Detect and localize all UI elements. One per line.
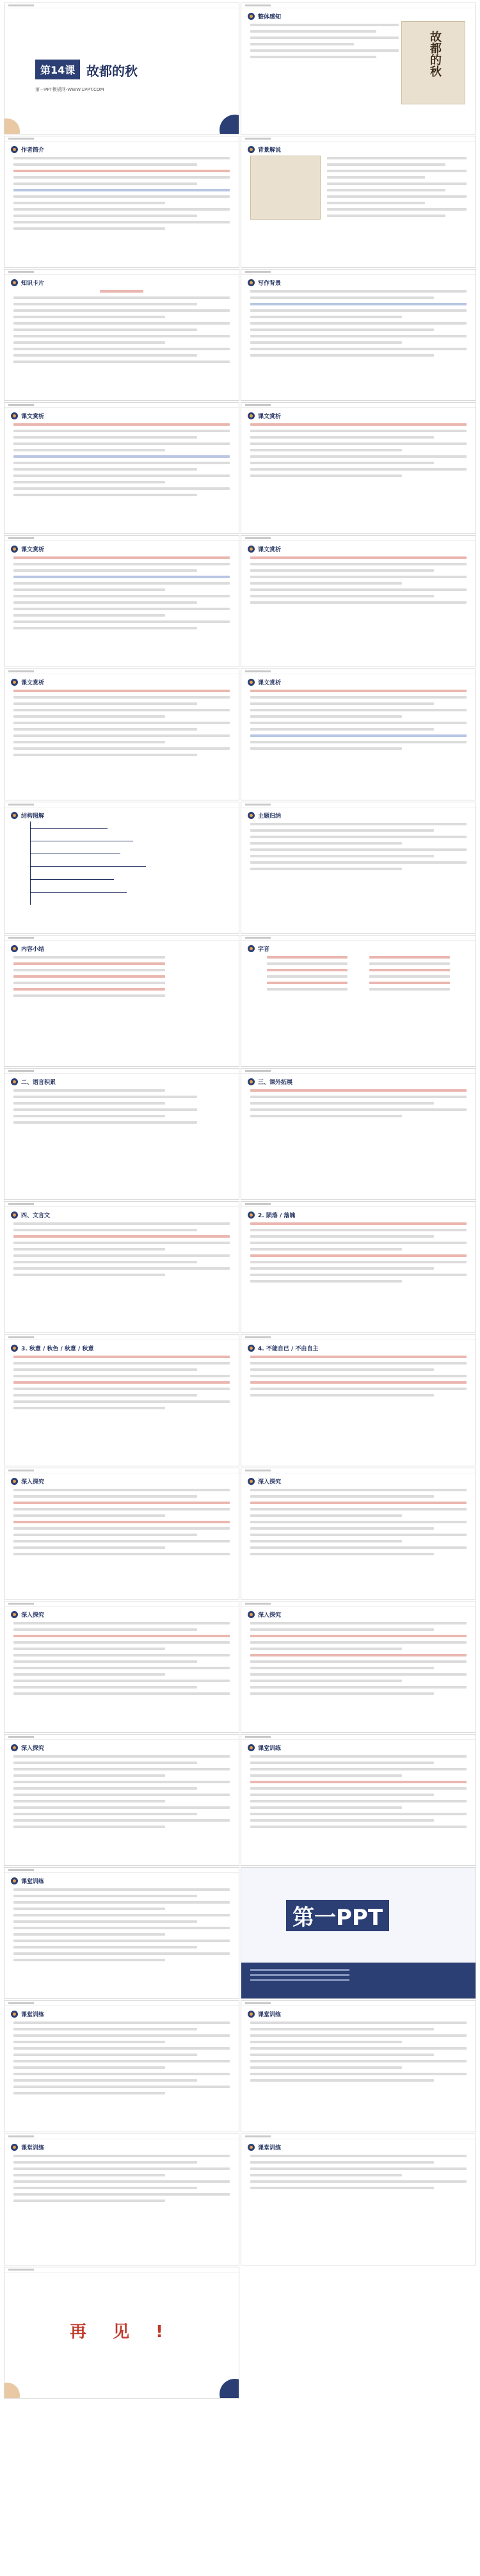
section-title: 整体感知 — [258, 14, 282, 20]
slide-32[interactable] — [241, 2000, 476, 2132]
section-dot-icon — [11, 1611, 18, 1618]
section-title: 作者简介 — [21, 147, 45, 154]
section-dot-icon — [11, 146, 18, 153]
section-dot-icon — [11, 2144, 18, 2151]
section-dot-icon — [11, 812, 18, 819]
section-dot-icon — [248, 1345, 255, 1352]
slide-31[interactable] — [4, 2000, 239, 2132]
corner-circle-icon — [220, 2379, 239, 2399]
section-title: 课堂训练 — [258, 1746, 282, 1752]
section-dot-icon — [11, 1211, 18, 1219]
slide-14[interactable] — [241, 802, 476, 934]
slide-27[interactable] — [4, 1734, 239, 1866]
ppt-logo — [286, 1900, 433, 1938]
section-title: 课文赏析 — [21, 680, 45, 686]
calligraphy-image — [401, 21, 465, 104]
section-dot-icon — [248, 679, 255, 686]
section-title: 课堂训练 — [21, 1879, 45, 1885]
section-dot-icon — [11, 1744, 18, 1751]
slide-3[interactable] — [4, 136, 239, 268]
section-title: 四、文言文 — [21, 1213, 51, 1219]
slide-7[interactable] — [4, 402, 239, 534]
section-dot-icon — [248, 1078, 255, 1085]
section-dot-icon — [248, 412, 255, 419]
section-title: 2. 陨落 / 落魄 — [258, 1213, 296, 1219]
section-title: 课文赏析 — [21, 547, 45, 553]
calligraphy-text: 故都的秋 — [428, 31, 442, 77]
section-title: 4. 不能自已 / 不由自主 — [258, 1346, 319, 1352]
section-dot-icon — [248, 279, 255, 286]
section-title: 字音 — [258, 946, 270, 953]
structure-diagram — [30, 822, 216, 905]
slide-16[interactable] — [241, 935, 476, 1067]
section-title: 3. 秋意 / 秋色 / 秋意 / 秋意 — [21, 1346, 94, 1352]
slide-26[interactable] — [241, 1601, 476, 1733]
section-title: 课堂训练 — [21, 2012, 45, 2018]
section-title: 背景解说 — [258, 147, 282, 154]
slide-19[interactable] — [4, 1201, 239, 1333]
section-title: 深入探究 — [21, 1746, 45, 1752]
section-dot-icon — [11, 1078, 18, 1085]
section-title: 内容小结 — [21, 946, 45, 953]
lesson-badge: 第14课 — [35, 60, 80, 79]
section-dot-icon — [11, 679, 18, 686]
section-dot-icon — [11, 279, 18, 286]
slide-30-logo[interactable] — [241, 1867, 476, 1999]
section-title: 主题归纳 — [258, 813, 282, 820]
slide-22[interactable] — [241, 1334, 476, 1466]
section-dot-icon — [11, 1877, 18, 1884]
slide-25[interactable] — [4, 1601, 239, 1733]
section-dot-icon — [248, 2144, 255, 2151]
slide-24[interactable] — [241, 1468, 476, 1600]
section-title: 三、课外拓展 — [258, 1080, 293, 1086]
logo-footer-bar — [241, 1963, 476, 1998]
section-dot-icon — [248, 2011, 255, 2018]
section-dot-icon — [11, 1478, 18, 1485]
slide-15[interactable] — [4, 935, 239, 1067]
section-dot-icon — [11, 945, 18, 952]
section-dot-icon — [248, 1744, 255, 1751]
slide-34[interactable] — [241, 2134, 476, 2265]
section-dot-icon — [248, 13, 255, 20]
slide-4[interactable] — [241, 136, 476, 268]
section-title: 课堂训练 — [21, 2145, 45, 2151]
section-dot-icon — [11, 2011, 18, 2018]
house-image — [250, 156, 321, 220]
section-dot-icon — [248, 1211, 255, 1219]
slide-6[interactable] — [241, 269, 476, 401]
section-dot-icon — [11, 546, 18, 553]
slide-title[interactable] — [4, 3, 239, 134]
slide-18[interactable] — [241, 1068, 476, 1200]
section-dot-icon — [248, 945, 255, 952]
section-title: 课文赏析 — [258, 680, 282, 686]
section-title: 课堂训练 — [258, 2145, 282, 2151]
section-dot-icon — [248, 812, 255, 819]
section-dot-icon — [248, 546, 255, 553]
slide-29[interactable] — [4, 1867, 239, 1999]
corner-circle-icon — [4, 2383, 20, 2399]
section-title: 课文赏析 — [258, 414, 282, 420]
slide-33[interactable] — [4, 2134, 239, 2265]
section-title: 知识卡片 — [21, 280, 45, 287]
slide-35-end[interactable] — [4, 2267, 239, 2399]
corner-circle-icon — [220, 115, 239, 134]
section-dot-icon — [11, 412, 18, 419]
section-dot-icon — [11, 1345, 18, 1352]
section-dot-icon — [248, 1478, 255, 1485]
section-title: 结构图解 — [21, 813, 45, 820]
slide-10[interactable] — [241, 535, 476, 667]
slide-2[interactable] — [241, 3, 476, 134]
slide-11[interactable] — [4, 668, 239, 800]
slide-23[interactable] — [4, 1468, 239, 1600]
ppt-logo-text: 第一PPT — [286, 1900, 389, 1931]
corner-circle-icon — [4, 118, 20, 134]
slide-17[interactable] — [4, 1068, 239, 1200]
slide-21[interactable] — [4, 1334, 239, 1466]
section-title: 二、语言积累 — [21, 1080, 56, 1086]
section-title: 深入探究 — [258, 1612, 282, 1619]
slide-9[interactable] — [4, 535, 239, 667]
section-title: 深入探究 — [21, 1612, 45, 1619]
section-dot-icon — [248, 146, 255, 153]
section-title: 课堂训练 — [258, 2012, 282, 2018]
slide-20[interactable] — [241, 1201, 476, 1333]
section-title: 深入探究 — [21, 1479, 45, 1486]
section-title: 深入探究 — [258, 1479, 282, 1486]
section-title: 课文赏析 — [21, 414, 45, 420]
slide-5[interactable] — [4, 269, 239, 401]
slide-13[interactable] — [4, 802, 239, 934]
slide-8[interactable] — [241, 402, 476, 534]
slide-title-text: 故都的秋 — [86, 63, 138, 79]
goodbye-text: 再 见 ! — [70, 2322, 173, 2342]
section-title: 课文赏析 — [258, 547, 282, 553]
section-dot-icon — [248, 1611, 255, 1618]
slide-12[interactable] — [241, 668, 476, 800]
slide-28[interactable] — [241, 1734, 476, 1866]
section-title: 写作背景 — [258, 280, 282, 287]
slide-subtitle: 第一PPT模板网-WWW.1PPT.COM — [35, 87, 104, 92]
